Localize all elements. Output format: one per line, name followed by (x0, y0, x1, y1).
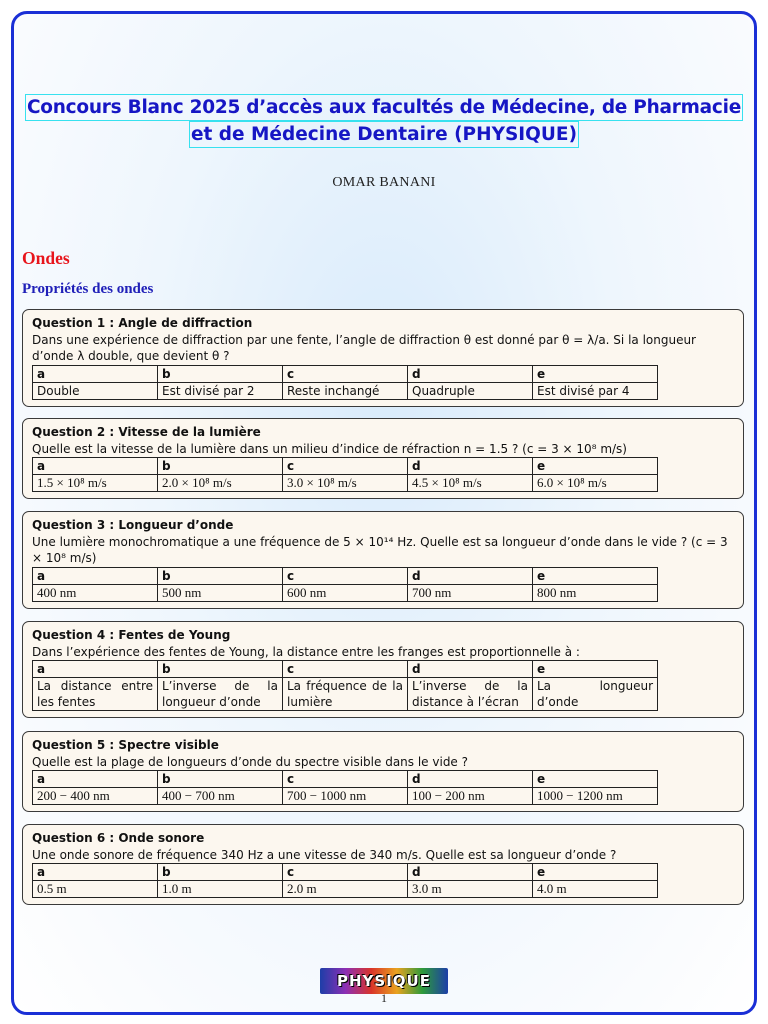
option-c[interactable]: 600 nm (283, 584, 408, 601)
option-letter: b (158, 864, 283, 881)
option-d[interactable]: 700 nm (408, 584, 533, 601)
page-number: 1 (381, 991, 387, 1005)
option-letter: e (533, 771, 658, 788)
question-title: Question 4 : Fentes de Young (32, 628, 231, 642)
option-d[interactable]: L’inverse de la distance à l’écran (408, 678, 533, 711)
option-a[interactable]: La distance entre les fentes (33, 678, 158, 711)
option-letter: a (33, 567, 158, 584)
option-e[interactable]: 6.0 × 10⁸ m/s (533, 475, 658, 492)
question-text: Quelle est la vitesse de la lumière dans un milieu d’indice de réfraction n = 1.5 ? (c = 3 × 10⁸ m/s) (32, 441, 627, 456)
option-letter: d (408, 567, 533, 584)
option-e[interactable]: Est divisé par 4 (533, 382, 658, 399)
options-table (32, 567, 658, 602)
option-a[interactable]: Double (33, 382, 158, 399)
option-letter: a (33, 864, 158, 881)
options-table (32, 457, 658, 492)
option-letter: d (408, 458, 533, 475)
option-letter: c (283, 771, 408, 788)
logo-text: PHYSIQUE (337, 972, 431, 990)
option-d[interactable]: 4.5 × 10⁸ m/s (408, 475, 533, 492)
option-c[interactable]: 2.0 m (283, 881, 408, 898)
option-c[interactable]: 700 − 1000 nm (283, 788, 408, 805)
option-letter: c (283, 458, 408, 475)
option-letter: b (158, 771, 283, 788)
option-a[interactable]: 200 − 400 nm (33, 788, 158, 805)
option-letter: e (533, 458, 658, 475)
document-title (0, 94, 768, 148)
question-text: Dans l’expérience des fentes de Young, la distance entre les franges est proportionnelle à : (32, 644, 580, 659)
option-c[interactable]: 3.0 × 10⁸ m/s (283, 475, 408, 492)
question-title: Question 6 : Onde sonore (32, 831, 205, 845)
title-line-1: Concours Blanc 2025 d’accès aux facultés de Médecine, de Pharmacie (25, 94, 743, 121)
option-b[interactable]: Est divisé par 2 (158, 382, 283, 399)
option-b[interactable]: 500 nm (158, 584, 283, 601)
options-table (32, 863, 658, 898)
options-table (32, 770, 658, 805)
title-line-2: et de Médecine Dentaire (PHYSIQUE) (189, 121, 579, 148)
option-letter: e (533, 365, 658, 382)
option-letter: c (283, 864, 408, 881)
option-letter: e (533, 864, 658, 881)
question-title: Question 2 : Vitesse de la lumière (32, 425, 261, 439)
option-letter: e (533, 661, 658, 678)
option-e[interactable]: 800 nm (533, 584, 658, 601)
question-title: Question 3 : Longueur d’onde (32, 518, 234, 532)
question-text: Quelle est la plage de longueurs d’onde du spectre visible dans le vide ? (32, 754, 468, 769)
option-d[interactable]: 100 − 200 nm (408, 788, 533, 805)
option-b[interactable]: 1.0 m (158, 881, 283, 898)
option-b[interactable]: 2.0 × 10⁸ m/s (158, 475, 283, 492)
option-letter: a (33, 365, 158, 382)
option-d[interactable]: Quadruple (408, 382, 533, 399)
section-heading: Ondes (22, 248, 70, 268)
option-letter: a (33, 661, 158, 678)
question-box-4 (22, 621, 744, 718)
question-box-6 (22, 824, 744, 905)
question-text: Une lumière monochromatique a une fréquence de 5 × 10¹⁴ Hz. Quelle est sa longueur d’onde dans le vide ? (c = 3 × 10⁸ m/s) (32, 534, 728, 565)
question-title: Question 1 : Angle de diffraction (32, 316, 253, 330)
option-letter: e (533, 567, 658, 584)
option-c[interactable]: La fréquence de la lumière (283, 678, 408, 711)
option-letter: d (408, 771, 533, 788)
options-table (32, 660, 658, 711)
option-b[interactable]: L’inverse de la longueur d’onde (158, 678, 283, 711)
question-box-2 (22, 418, 744, 499)
option-e[interactable]: 4.0 m (533, 881, 658, 898)
option-letter: c (283, 365, 408, 382)
question-text: Dans une expérience de diffraction par une fente, l’angle de diffraction θ est donné par θ = λ/a. Si la longueur d’onde λ double, que devient θ ? (32, 332, 696, 363)
option-a[interactable]: 1.5 × 10⁸ m/s (33, 475, 158, 492)
question-text: Une onde sonore de fréquence 340 Hz a une vitesse de 340 m/s. Quelle est sa longueur d’onde ? (32, 847, 617, 862)
options-table (32, 365, 658, 400)
option-letter: a (33, 458, 158, 475)
option-letter: b (158, 661, 283, 678)
option-letter: d (408, 864, 533, 881)
option-a[interactable]: 0.5 m (33, 881, 158, 898)
question-box-3 (22, 511, 744, 609)
option-c[interactable]: Reste inchangé (283, 382, 408, 399)
question-title: Question 5 : Spectre visible (32, 738, 219, 752)
option-a[interactable]: 400 nm (33, 584, 158, 601)
option-letter: b (158, 365, 283, 382)
option-letter: a (33, 771, 158, 788)
option-d[interactable]: 3.0 m (408, 881, 533, 898)
option-b[interactable]: 400 − 700 nm (158, 788, 283, 805)
option-letter: c (283, 567, 408, 584)
option-letter: c (283, 661, 408, 678)
option-letter: d (408, 661, 533, 678)
question-box-1 (22, 309, 744, 407)
subsection-heading: Propriétés des ondes (22, 281, 154, 297)
author: OMAR BANANI (332, 175, 436, 190)
option-letter: d (408, 365, 533, 382)
option-letter: b (158, 567, 283, 584)
option-e[interactable]: 1000 − 1200 nm (533, 788, 658, 805)
question-box-5 (22, 731, 744, 812)
option-e[interactable]: La longueur d’onde (533, 678, 658, 711)
option-letter: b (158, 458, 283, 475)
